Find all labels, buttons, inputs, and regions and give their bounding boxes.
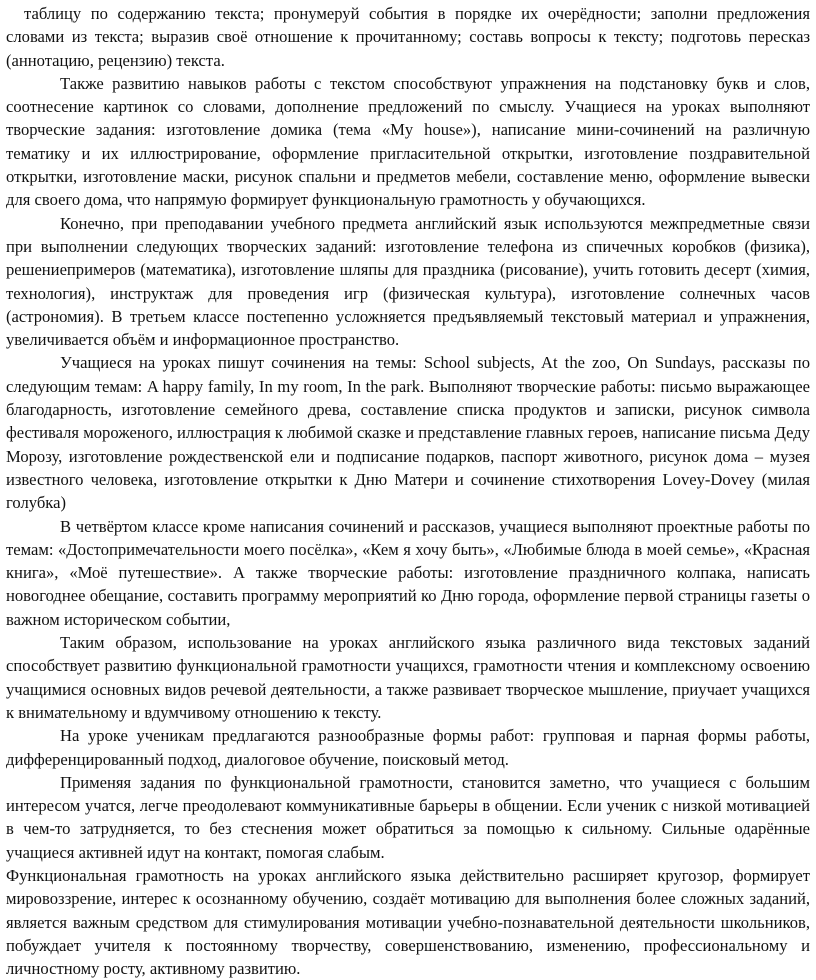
paragraph-continuation: таблицу по содержанию текста; пронумеруй события в порядке их очерёдности; заполни предложения словами из текста; выразив своё отношение к прочитанному; составь вопросы к тексту; подготовь пересказ (аннотацию, рецензию) текста. — [6, 4, 810, 70]
paragraph-work-forms: На уроке ученикам предлагаются разнообразные формы работ: групповая и парная формы работы, дифференцированный подход, диалоговое обучение, поисковый метод. — [6, 726, 810, 769]
paragraph-fourth-grade: В четвёртом классе кроме написания сочинений и рассказов, учащиеся выполняют проектные работы по темам: «Достопримечательности моего посёлка», «Кем я хочу быть», «Любимые блюда в моей семье», «Красная книга», «Моё путешествие». А также творческие работы: изготовление праздничного колпака, написать новогоднее обещание, составить программу мероприятий ко Дню города, оформление первой страницы газеты о важном историческом событии, — [6, 516, 810, 629]
paragraph-text-exercises: Также развитию навыков работы с текстом способствуют упражнения на подстановку букв и слов, соотнесение картинок со словами, дополнение предложений по смыслу. Учащиеся на уроках выполняют творческие задания: изготовление домика (тема «My house»), написание мини-сочинений на различную тематику и их иллюстрирование, оформление пригласительной открытки, изготовление поздравительной открытки, изготовление маски, рисунок спальни и предметов мебели, составление меню, оформление вывески для своего дома, что напрямую формирует функциональную грамотность у обучающихся. — [6, 73, 810, 210]
paragraph-essays: Учащиеся на уроках пишут сочинения на темы: School subjects, At the zoo, On Sundays, рассказы по следующим темам: A happy family, In my room, In the park. Выполняют творческие работы: письмо выражающее благодарность, изготовление семейного древа, составление списка продуктов и записки, рисунок символа фестиваля мороженого, иллюстрация к любимой сказке и представление главных героев, написание письма Деду Морозу, изготовление рождественской ели и подписание подарков, паспорт животного, рисунок дома – музея известного человека, изготовление открытки к Дню Матери и сочинение стихотворения Lovey-Dovey (милая голубка) — [6, 353, 810, 513]
paragraph-conclusion: Таким образом, использование на уроках английского языка различного вида текстовых заданий способствует развитию функциональной грамотности учащихся, грамотности чтения и комплексному освоению учащимися основных видов речевой деятельности, а также развивает творческое мышление, приучает учащихся к внимательному и вдумчивому отношению к тексту. — [6, 633, 810, 722]
paragraph-interdisciplinary: Конечно, при преподавании учебного предмета английский язык используются межпредметные связи при выполнении следующих творческих заданий: изготовление телефона из спичечных коробков (физика), решениепримеров (математика), изготовление шляпы для праздника (рисование), учить готовить десерт (химия, технология), инструктаж для проведения игр (физическая культура), изготовление солнечных часов (астрономия). В третьем классе постепенно усложняется предъявляемый текстовый материал и упражнения, увеличивается объём и информационное пространство. — [6, 213, 810, 350]
paragraph-final: Функциональная грамотность на уроках английского языка действительно расширяет кругозор, формирует мировоззрение, интерес к осознанному обучению, создаёт мотивацию для выполнения более сложных заданий, является важным средством для стимулирования мотивации учебно-познавательной деятельности школьников, побуждает учителя к постоянному творчеству, совершенствованию, изменению, профессиональному и личностному росту, активному развитию. — [6, 865, 810, 979]
paragraph-motivation: Применяя задания по функциональной грамотности, становится заметно, что учащиеся с большим интересом учатся, легче преодолевают коммуникативные барьеры в общении. Если ученик с низкой мотивацией в чем-то затрудняется, то без стеснения может обратиться за помощью к сильному. Сильные одарённые учащиеся активней идут на контакт, помогая слабым. — [6, 772, 810, 862]
